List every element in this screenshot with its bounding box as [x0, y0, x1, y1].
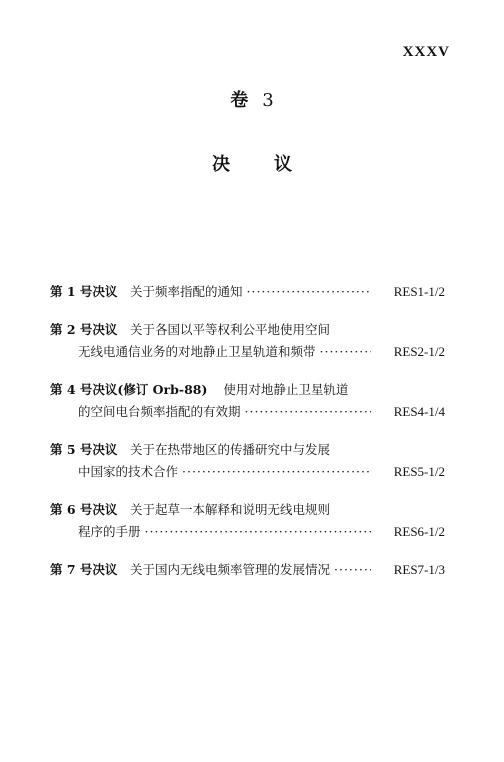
page-number: XXXV [402, 44, 450, 60]
entry-title: 关于起草一本解释和说明无线电规则 [130, 502, 331, 517]
toc-entry-res2[interactable] [50, 320, 445, 364]
section-char-2: 议 [274, 154, 292, 175]
leader-dots [145, 524, 371, 539]
entry-prefix: 第 1 号决议 [50, 284, 118, 299]
entry-title: 关于国内无线电频率管理的发展情况 [130, 562, 331, 577]
entry-prefix: 第 4 号决议(修订 Orb-88) [50, 382, 208, 397]
entry-title: 关于各国以平等权利公平地使用空间 [130, 322, 331, 337]
entry-prefix: 第 5 号决议 [50, 442, 118, 457]
entry-title-cont: 程序的手册 [78, 524, 141, 539]
entry-prefix: 第 6 号决议 [50, 502, 118, 517]
entry-ref: RES4-1/4 [393, 404, 445, 419]
entry-prefix: 第 7 号决议 [50, 562, 118, 577]
section-heading [0, 150, 504, 176]
toc-entry-res4[interactable] [50, 380, 445, 424]
entry-title-cont: 无线电通信业务的对地静止卫星轨道和频带 [78, 344, 316, 359]
leader-dots [247, 284, 371, 299]
volume-heading [0, 86, 504, 112]
leader-dots [320, 344, 371, 359]
volume-label: 卷 [230, 90, 249, 111]
toc-entry-res5[interactable] [50, 440, 445, 484]
volume-number: 3 [262, 90, 274, 111]
entry-title: 关于在热带地区的传播研究中与发展 [130, 442, 331, 457]
entry-title-cont: 中国家的技术合作 [78, 464, 179, 479]
entry-title: 关于频率指配的通知 [130, 284, 243, 299]
toc-entry-res6[interactable] [50, 500, 445, 544]
entry-ref: RES5-1/2 [393, 464, 445, 479]
leader-dots [182, 464, 371, 479]
entry-ref: RES1-1/2 [393, 284, 445, 299]
entry-ref: RES6-1/2 [393, 524, 445, 539]
section-char-1: 决 [212, 154, 230, 175]
toc-entry-res1[interactable] [50, 282, 445, 304]
leader-dots [334, 562, 371, 577]
toc-entry-res7[interactable] [50, 560, 445, 582]
entry-prefix: 第 2 号决议 [50, 322, 118, 337]
table-of-contents [50, 282, 445, 598]
entry-ref: RES7-1/3 [393, 562, 445, 577]
entry-ref: RES2-1/2 [393, 344, 445, 359]
entry-title: 使用对地静止卫星轨道 [223, 382, 349, 397]
entry-title-cont: 的空间电台频率指配的有效期 [78, 404, 241, 419]
leader-dots [245, 404, 371, 419]
